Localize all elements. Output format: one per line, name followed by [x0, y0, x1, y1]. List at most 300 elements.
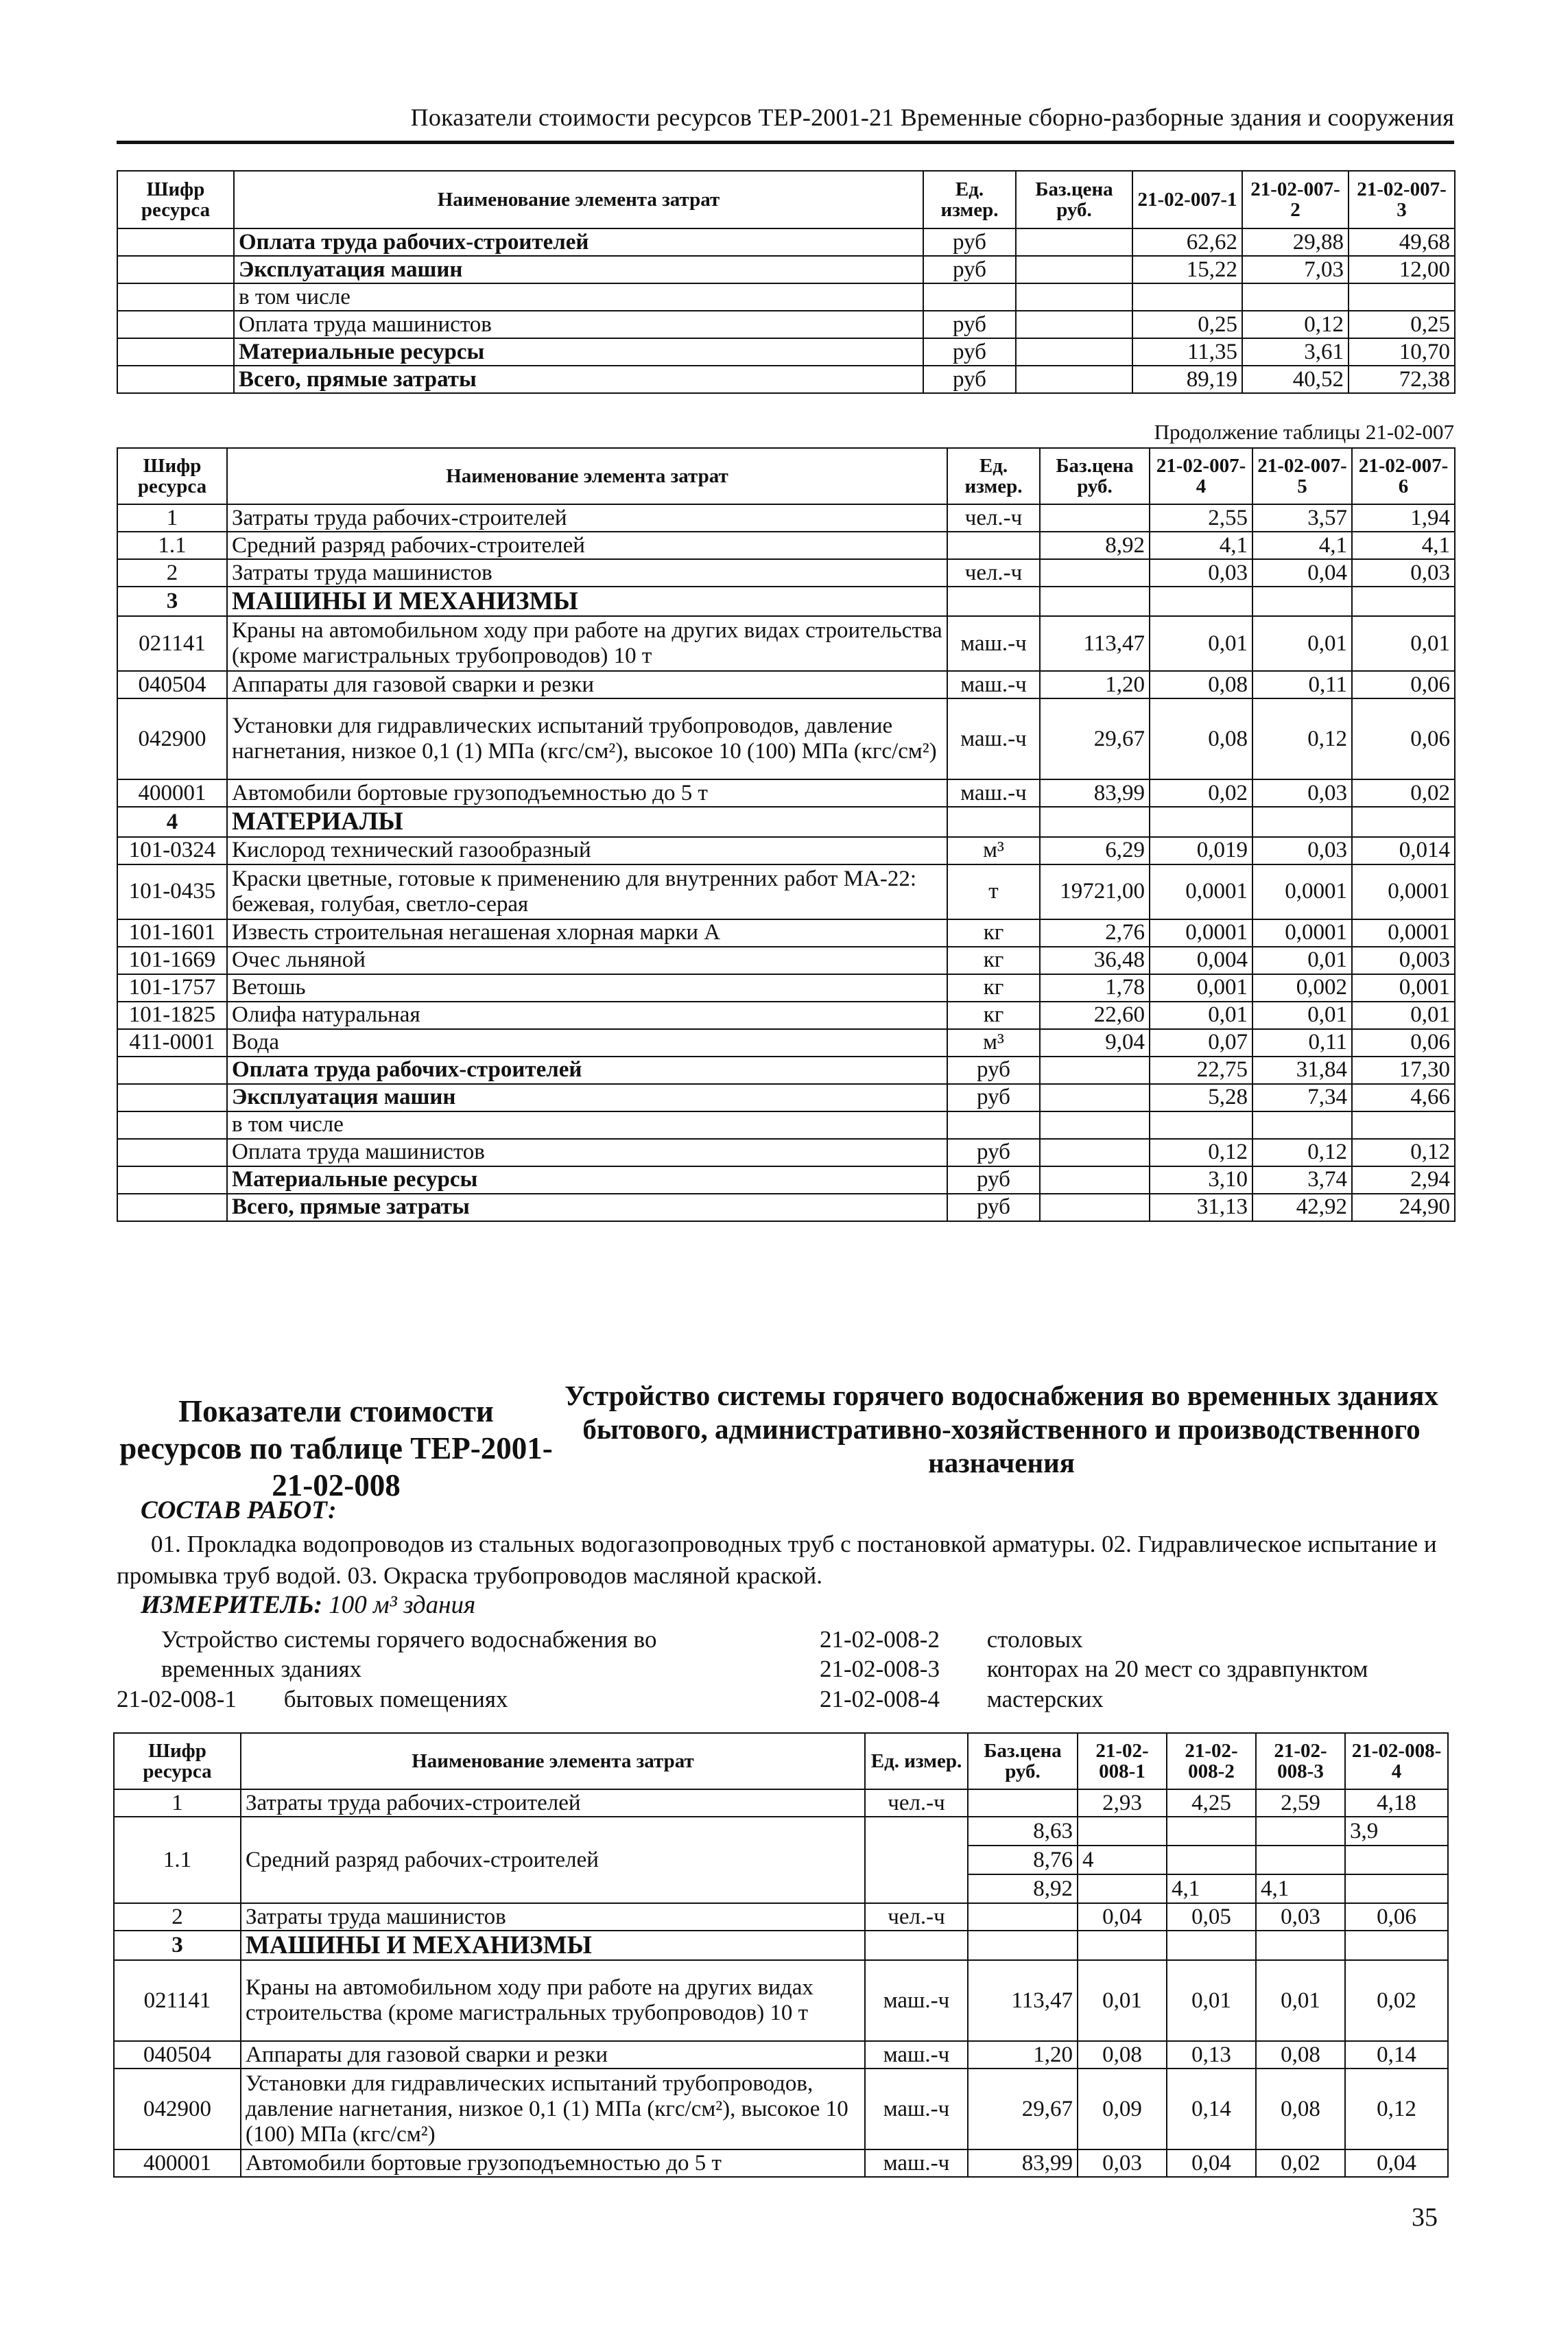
cell-name: Эксплуатация машин	[234, 256, 923, 283]
cell-name: Материальные ресурсы	[227, 1166, 947, 1194]
cell-price	[1040, 1194, 1150, 1221]
cell-value: 2,55	[1150, 504, 1252, 532]
cell-name: Средний разряд рабочих-строителей	[227, 532, 947, 559]
cell-price	[1040, 504, 1150, 532]
cell-value: 0,06	[1352, 1029, 1455, 1057]
cell-value: 0,08	[1150, 698, 1252, 779]
cell-unit: т	[947, 864, 1040, 919]
cell-unit: м³	[947, 837, 1040, 864]
code-number: 21-02-008-4	[820, 1686, 940, 1712]
cell-value	[1150, 1111, 1252, 1139]
cell-unit: руб	[923, 228, 1016, 256]
col-name: Наименование элемента затрат	[227, 448, 947, 504]
cell-value	[1150, 587, 1252, 616]
cell-value	[1349, 283, 1455, 311]
cell-code: 101-1601	[117, 919, 227, 947]
code-label: бытовых помещениях	[283, 1686, 508, 1712]
cost-table-007-4-6	[117, 447, 1456, 1222]
cell-name: Аппараты для газовой сварки и резки	[241, 2041, 865, 2069]
cell-unit: маш.-ч	[947, 779, 1040, 807]
cell-name: Краны на автомобильном ходу при работе на других видах строительства (кроме магистральных трубопроводов) 10 т	[227, 616, 947, 671]
cell-price	[1040, 1057, 1150, 1084]
table-row	[117, 974, 1455, 1002]
cell-name: Оплата труда рабочих-строителей	[234, 228, 923, 256]
cell-value: 0,03	[1078, 2149, 1167, 2177]
cell-price: 22,60	[1040, 1002, 1150, 1029]
cell-code: 101-0324	[117, 837, 227, 864]
table-row	[117, 1111, 1455, 1139]
cell-value: 0,03	[1252, 837, 1352, 864]
cell-value: 0,12	[1242, 311, 1349, 338]
cell-value: 0,25	[1349, 311, 1455, 338]
cell-code	[117, 1084, 227, 1111]
intro-line-1: Устройство системы горячего водоснабжения во	[161, 1626, 657, 1653]
section-left-title: Показатели стоимости ресурсов по таблице ТЕР-2001-21-02-008	[119, 1394, 553, 1503]
cell-value: 0,04	[1078, 1903, 1167, 1931]
cell-code	[117, 228, 234, 256]
code-number: 21-02-008-1	[117, 1686, 237, 1712]
cell-name: Автомобили бортовые грузоподъемностью до 5 т	[227, 779, 947, 807]
cell-unit: чел.-ч	[947, 504, 1040, 532]
cell-value: 0,08	[1078, 2041, 1167, 2069]
cell-value: 0,01	[1252, 947, 1352, 974]
cell-unit: кг	[947, 919, 1040, 947]
cell-name: Кислород технический газообразный	[227, 837, 947, 864]
cell-code: 021141	[114, 1960, 241, 2041]
cell-name: Оплата труда машинистов	[234, 311, 923, 338]
cell-name: МАШИНЫ И МЕХАНИЗМЫ	[227, 587, 947, 616]
table-row	[117, 366, 1455, 393]
cell-value: 62,62	[1132, 228, 1242, 256]
cell-code	[117, 1057, 227, 1084]
col-code: Шифр ресурса	[117, 448, 227, 504]
cell-value: 0,0001	[1352, 864, 1455, 919]
cell-unit: руб	[923, 256, 1016, 283]
table-row	[117, 256, 1455, 283]
cell-price: 113,47	[1040, 616, 1150, 671]
cell-value: 4,1	[1150, 532, 1252, 559]
cell-price	[1040, 559, 1150, 587]
cell-price: 6,29	[1040, 837, 1150, 864]
cell-value: 0,0001	[1252, 864, 1352, 919]
cell-value: 89,19	[1132, 366, 1242, 393]
cell-value: 4,1	[1256, 1874, 1345, 1903]
cell-name: Затраты труда машинистов	[227, 559, 947, 587]
cell-value	[1252, 1111, 1352, 1139]
cell-price	[968, 1903, 1078, 1931]
table-row	[114, 1789, 1448, 1817]
table-row	[117, 779, 1455, 807]
col-007-2: 21-02-007-2	[1242, 171, 1349, 228]
cell-price: 9,04	[1040, 1029, 1150, 1057]
cell-unit	[947, 807, 1040, 836]
cell-name: Установки для гидравлических испытаний трубопроводов, давление нагнетания, низкое 0,1 (1) МПа (кгс/см²), высокое 10 (100) МПа (кгс/см²)	[227, 698, 947, 779]
cell-code: 3	[117, 587, 227, 616]
cell-value: 0,014	[1352, 837, 1455, 864]
cell-price	[1016, 366, 1132, 393]
cell-unit	[865, 1931, 968, 1960]
cell-value: 4	[1078, 1846, 1167, 1874]
cell-price	[1040, 587, 1150, 616]
cell-price: 8,92	[1040, 532, 1150, 559]
cell-code: 042900	[117, 698, 227, 779]
cell-value: 17,30	[1352, 1057, 1455, 1084]
cell-price	[1016, 311, 1132, 338]
cell-value: 0,04	[1167, 2149, 1256, 2177]
cell-value: 0,13	[1167, 2041, 1256, 2069]
table-row	[114, 2069, 1448, 2149]
cell-code: 101-1825	[117, 1002, 227, 1029]
table-row	[117, 338, 1455, 366]
cell-value: 0,001	[1352, 974, 1455, 1002]
code-item-3	[820, 1653, 1368, 1685]
code-number: 21-02-008-3	[820, 1655, 940, 1682]
cell-name: Всего, прямые затраты	[234, 366, 923, 393]
cell-value: 0,14	[1345, 2041, 1448, 2069]
works-text: 01. Прокладка водопроводов из стальных водогазопроводных труб с постановкой арматуры. 02. Гидравлическое испытание и промывка труб водой. 03. Окраска трубопроводов масляной краской.	[117, 1531, 1437, 1589]
cell-value	[1167, 1817, 1256, 1846]
cell-price	[1016, 338, 1132, 366]
page-number: 35	[1412, 2203, 1438, 2232]
cell-name: Олифа натуральная	[227, 1002, 947, 1029]
table-row	[117, 283, 1455, 311]
meter-line	[141, 1590, 475, 1620]
col-007-5: 21-02-007-5	[1252, 448, 1352, 504]
table-row	[117, 947, 1455, 974]
cell-value: 0,06	[1352, 698, 1455, 779]
cell-value: 4,66	[1352, 1084, 1455, 1111]
cell-value	[1078, 1874, 1167, 1903]
cell-value: 0,12	[1252, 1139, 1352, 1166]
cell-value: 0,02	[1256, 2149, 1345, 2177]
table-row	[117, 1139, 1455, 1166]
cell-value: 0,06	[1352, 671, 1455, 698]
cell-code	[117, 311, 234, 338]
cell-code: 101-0435	[117, 864, 227, 919]
cell-value: 0,01	[1150, 1002, 1252, 1029]
table-row	[117, 1029, 1455, 1057]
col-name: Наименование элемента затрат	[234, 171, 923, 228]
cell-code	[117, 1194, 227, 1221]
table-row	[117, 504, 1455, 532]
cell-unit: чел.-ч	[865, 1789, 968, 1817]
cell-price: 8,92	[968, 1874, 1078, 1903]
cell-value: 3,57	[1252, 504, 1352, 532]
cell-value: 0,004	[1150, 947, 1252, 974]
cell-price	[1016, 283, 1132, 311]
cell-value: 0,12	[1150, 1139, 1252, 1166]
cell-price	[1016, 256, 1132, 283]
cell-code	[117, 283, 234, 311]
cell-value: 0,09	[1078, 2069, 1167, 2149]
cell-price: 2,76	[1040, 919, 1150, 947]
cell-code	[117, 338, 234, 366]
cell-unit: чел.-ч	[947, 559, 1040, 587]
cell-unit: чел.-ч	[865, 1903, 968, 1931]
cell-unit: маш.-ч	[865, 2149, 968, 2177]
cell-name: Оплата труда рабочих-строителей	[227, 1057, 947, 1084]
cell-unit	[923, 283, 1016, 311]
cell-unit: кг	[947, 1002, 1040, 1029]
cell-unit: маш.-ч	[947, 698, 1040, 779]
cell-price	[1016, 228, 1132, 256]
cell-price	[968, 1931, 1078, 1960]
cell-value: 31,84	[1252, 1057, 1352, 1084]
cell-code: 040504	[114, 2041, 241, 2069]
col-code: Шифр ресурса	[114, 1733, 241, 1789]
table-row	[114, 1960, 1448, 2041]
cell-value: 0,11	[1252, 1029, 1352, 1057]
col-008-1: 21-02-008-1	[1078, 1733, 1167, 1789]
table-row	[114, 1903, 1448, 1931]
cell-value: 4,1	[1252, 532, 1352, 559]
cell-name: Аппараты для газовой сварки и резки	[227, 671, 947, 698]
cell-value: 2,59	[1256, 1789, 1345, 1817]
cell-name: в том числе	[234, 283, 923, 311]
cell-price: 113,47	[968, 1960, 1078, 2041]
cell-name: Автомобили бортовые грузоподъемностью до 5 т	[241, 2149, 865, 2177]
code-label: мастерских	[986, 1686, 1104, 1712]
col-unit: Ед. измер.	[947, 448, 1040, 504]
cell-name: Материальные ресурсы	[234, 338, 923, 366]
col-007-3: 21-02-007-3	[1349, 171, 1455, 228]
table-row	[117, 587, 1455, 616]
cell-code: 400001	[117, 779, 227, 807]
cell-unit: маш.-ч	[865, 2041, 968, 2069]
code-item-1	[117, 1684, 508, 1715]
cell-name: Краски цветные, готовые к применению для внутренних работ МА-22: бежевая, голубая, светло-серая	[227, 864, 947, 919]
cell-value	[1167, 1931, 1256, 1960]
code-item-2	[820, 1624, 1083, 1655]
cell-value: 0,04	[1345, 2149, 1448, 2177]
col-unit: Ед. измер.	[923, 171, 1016, 228]
col-007-1: 21-02-007-1	[1132, 171, 1242, 228]
table-row	[117, 864, 1455, 919]
cell-value	[1352, 1111, 1455, 1139]
cell-value: 5,28	[1150, 1084, 1252, 1111]
cell-code	[117, 366, 234, 393]
cell-value: 0,03	[1252, 779, 1352, 807]
cell-name: Затраты труда рабочих-строителей	[227, 504, 947, 532]
cell-unit: маш.-ч	[865, 1960, 968, 2041]
cell-value: 0,01	[1252, 616, 1352, 671]
cell-value: 12,00	[1349, 256, 1455, 283]
cell-price: 29,67	[1040, 698, 1150, 779]
cell-unit: руб	[923, 311, 1016, 338]
cell-value: 2,94	[1352, 1166, 1455, 1194]
table-row	[117, 837, 1455, 864]
table-row	[117, 532, 1455, 559]
cell-value: 0,01	[1352, 616, 1455, 671]
cell-value: 0,02	[1150, 779, 1252, 807]
cell-code: 101-1669	[117, 947, 227, 974]
cell-value: 0,02	[1345, 1960, 1448, 2041]
cell-price: 83,99	[968, 2149, 1078, 2177]
continuation-label: Продолжение таблицы 21-02-007	[1154, 420, 1454, 444]
cell-value: 0,01	[1256, 1960, 1345, 2041]
cost-table-008	[113, 1732, 1449, 2178]
cell-name: Эксплуатация машин	[227, 1084, 947, 1111]
header-rule	[117, 141, 1454, 144]
cell-name: Затраты труда рабочих-строителей	[241, 1789, 865, 1817]
cell-value: 0,002	[1252, 974, 1352, 1002]
cell-code: 040504	[117, 671, 227, 698]
cell-value: 0,0001	[1352, 919, 1455, 947]
cell-unit: маш.-ч	[865, 2069, 968, 2149]
cell-value: 0,06	[1345, 1903, 1448, 1931]
cell-code: 1.1	[114, 1817, 241, 1903]
cell-value	[1150, 807, 1252, 836]
cell-value: 72,38	[1349, 366, 1455, 393]
col-007-6: 21-02-007-6	[1352, 448, 1455, 504]
cell-value: 31,13	[1150, 1194, 1252, 1221]
cell-value: 4,25	[1167, 1789, 1256, 1817]
cell-value: 7,34	[1252, 1084, 1352, 1111]
meter-value: 100 м³ здания	[329, 1591, 476, 1619]
cell-price	[1040, 1139, 1150, 1166]
cell-value: 3,10	[1150, 1166, 1252, 1194]
cell-value	[1352, 807, 1455, 836]
cell-unit	[947, 1111, 1040, 1139]
table-row	[117, 616, 1455, 671]
cell-code: 042900	[114, 2069, 241, 2149]
cell-unit	[947, 587, 1040, 616]
col-name: Наименование элемента затрат	[241, 1733, 865, 1789]
code-number: 21-02-008-2	[820, 1626, 940, 1653]
cell-value: 22,75	[1150, 1057, 1252, 1084]
cell-value: 0,01	[1150, 616, 1252, 671]
cell-value	[1242, 283, 1349, 311]
table-row	[117, 228, 1455, 256]
cell-value: 0,04	[1252, 559, 1352, 587]
cell-code: 1	[117, 504, 227, 532]
cell-code: 3	[114, 1931, 241, 1960]
table-row	[117, 919, 1455, 947]
cell-code: 2	[114, 1903, 241, 1931]
cost-table-007-1-3	[117, 170, 1456, 394]
cell-price: 29,67	[968, 2069, 1078, 2149]
cell-name: Известь строительная негашеная хлорная марки А	[227, 919, 947, 947]
cell-price: 8,63	[968, 1817, 1078, 1846]
cell-value: 0,01	[1352, 1002, 1455, 1029]
cell-unit: м³	[947, 1029, 1040, 1057]
cell-code	[117, 1166, 227, 1194]
cell-value	[1345, 1931, 1448, 1960]
cell-name: в том числе	[227, 1111, 947, 1139]
cell-value: 3,9	[1345, 1817, 1448, 1846]
cell-name: Установки для гидравлических испытаний трубопроводов, давление нагнетания, низкое 0,1 (1) МПа (кгс/см²), высокое 10 (100) МПа (кгс/см²)	[241, 2069, 865, 2149]
cell-value: 42,92	[1252, 1194, 1352, 1221]
cell-unit: маш.-ч	[947, 671, 1040, 698]
cell-value: 10,70	[1349, 338, 1455, 366]
cell-unit: руб	[947, 1084, 1040, 1111]
cell-value: 0,12	[1352, 1139, 1455, 1166]
cell-price: 1,20	[968, 2041, 1078, 2069]
cell-unit: руб	[923, 338, 1016, 366]
cell-value: 4,18	[1345, 1789, 1448, 1817]
cell-value	[1256, 1817, 1345, 1846]
cell-value: 0,05	[1167, 1903, 1256, 1931]
cell-value: 0,019	[1150, 837, 1252, 864]
cell-value	[1252, 807, 1352, 836]
cell-price: 1,20	[1040, 671, 1150, 698]
col-008-2: 21-02-008-2	[1167, 1733, 1256, 1789]
intro-line-2: временных зданиях	[161, 1655, 362, 1682]
cell-code	[117, 1111, 227, 1139]
cell-code: 2	[117, 559, 227, 587]
cell-unit: руб	[947, 1166, 1040, 1194]
table-row	[117, 1194, 1455, 1221]
cell-value: 49,68	[1349, 228, 1455, 256]
table-row	[117, 1057, 1455, 1084]
cell-name: Ветошь	[227, 974, 947, 1002]
cell-value	[1256, 1846, 1345, 1874]
col-price: Баз.цена руб.	[1040, 448, 1150, 504]
cell-price: 83,99	[1040, 779, 1150, 807]
cell-value	[1252, 587, 1352, 616]
cell-name: МАШИНЫ И МЕХАНИЗМЫ	[241, 1931, 865, 1960]
cell-value	[1078, 1931, 1167, 1960]
cell-price	[1040, 1111, 1150, 1139]
cell-value: 15,22	[1132, 256, 1242, 283]
cell-value	[1345, 1846, 1448, 1874]
cell-value: 0,001	[1150, 974, 1252, 1002]
cell-value: 7,03	[1242, 256, 1349, 283]
cell-value: 11,35	[1132, 338, 1242, 366]
cell-code: 1.1	[117, 532, 227, 559]
code-item-4	[820, 1684, 1104, 1715]
col-price: Баз.цена руб.	[968, 1733, 1078, 1789]
cell-value: 0,0001	[1150, 864, 1252, 919]
cell-name: Краны на автомобильном ходу при работе на других видах строительства (кроме магистральных трубопроводов) 10 т	[241, 1960, 865, 2041]
cell-value: 0,08	[1150, 671, 1252, 698]
cell-unit: кг	[947, 947, 1040, 974]
table-row	[117, 807, 1455, 836]
cell-price	[1040, 1084, 1150, 1111]
table-row	[117, 698, 1455, 779]
cell-value: 4,1	[1167, 1874, 1256, 1903]
cell-unit	[865, 1817, 968, 1903]
cell-code	[117, 1139, 227, 1166]
col-price: Баз.цена руб.	[1016, 171, 1132, 228]
cell-unit: руб	[947, 1057, 1040, 1084]
cell-price: 8,76	[968, 1846, 1078, 1874]
cell-unit: руб	[947, 1194, 1040, 1221]
cell-value: 0,08	[1256, 2041, 1345, 2069]
cell-code: 411-0001	[117, 1029, 227, 1057]
cell-name: Средний разряд рабочих-строителей	[241, 1817, 865, 1903]
table-row	[117, 1084, 1455, 1111]
col-008-4: 21-02-008-4	[1345, 1733, 1448, 1789]
cell-code: 1	[114, 1789, 241, 1817]
cell-value: 3,61	[1242, 338, 1349, 366]
cell-name: Очес льняной	[227, 947, 947, 974]
cell-value: 29,88	[1242, 228, 1349, 256]
cell-code: 101-1757	[117, 974, 227, 1002]
cell-value: 0,01	[1252, 1002, 1352, 1029]
cell-unit: кг	[947, 974, 1040, 1002]
table-row	[114, 1817, 1448, 1846]
table-row	[117, 671, 1455, 698]
cell-value: 0,08	[1256, 2069, 1345, 2149]
cell-name: Оплата труда машинистов	[227, 1139, 947, 1166]
cell-value: 2,93	[1078, 1789, 1167, 1817]
cell-code: 400001	[114, 2149, 241, 2177]
cell-value	[1078, 1817, 1167, 1846]
cell-unit: руб	[947, 1139, 1040, 1166]
cell-price: 19721,00	[1040, 864, 1150, 919]
cell-value: 0,12	[1252, 698, 1352, 779]
